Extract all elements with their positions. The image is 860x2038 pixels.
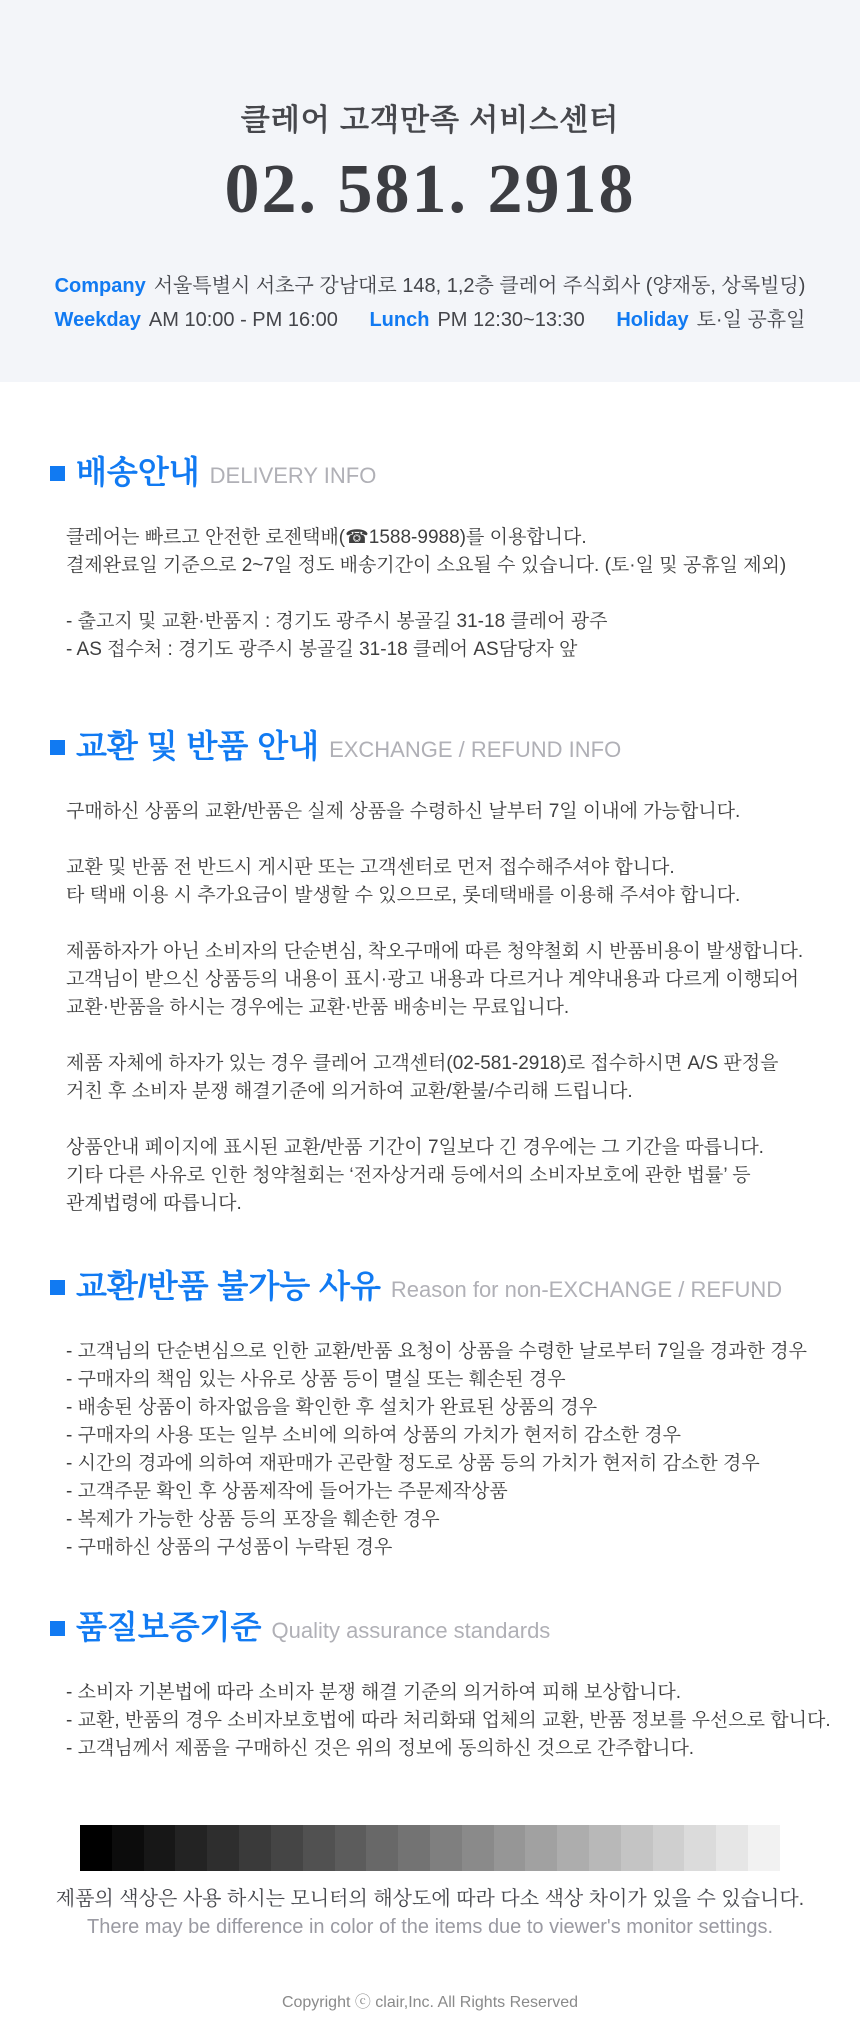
section-title-ko: 배송안내 [76, 454, 200, 490]
company-info-line [0, 269, 860, 303]
gradient-step [462, 1825, 494, 1871]
text-line: 타 택배 이용 시 추가요금이 발생할 수 있으므로, 롯데택배를 이용해 주셔야 합니다. [66, 885, 741, 906]
holiday-label: Holiday [616, 309, 689, 331]
color-difference-notice-ko: 제품의 색상은 사용 하시는 모니터의 해상도에 따라 다소 색상 차이가 있을 수 있습니다. [55, 1888, 805, 1910]
gradient-step [748, 1825, 780, 1871]
gradient-step [494, 1825, 526, 1871]
gradient-step [589, 1825, 621, 1871]
section-heading [50, 452, 850, 496]
service-center-phone-number: 02. 581. 2918 [224, 151, 636, 228]
text-line: 결제완료일 기준으로 2~7일 정도 배송기간이 소요될 수 있습니다. (토·일 및 공휴일 제외) [66, 555, 787, 576]
section-title-en: Reason for non-EXCHANGE / REFUND [390, 1277, 783, 1302]
section-title-ko: 교환/반품 불가능 사유 [76, 1268, 381, 1304]
section-title-ko: 품질보증기준 [76, 1609, 262, 1645]
copyright-text: Copyright ⓒ clair,Inc. All Rights Reserved [281, 1994, 579, 2011]
lunch-label: Lunch [369, 309, 430, 331]
lunch-hours: PM 12:30~13:30 [437, 309, 585, 331]
sections-container [0, 452, 860, 1763]
weekday-hours: AM 10:00 - PM 16:00 [148, 309, 338, 331]
section-title-en: DELIVERY INFO [209, 463, 377, 488]
info-section [0, 452, 860, 664]
text-line: 상품안내 페이지에 표시된 교환/반품 기간이 7일보다 긴 경우에는 그 기간을 따릅니다. [66, 1137, 764, 1158]
blue-square-icon [50, 1621, 65, 1636]
weekday-label: Weekday [54, 309, 141, 331]
text-line: 관계법령에 따릅니다. [66, 1193, 242, 1214]
section-body [50, 1679, 850, 1763]
gradient-step [271, 1825, 303, 1871]
section-body [50, 1338, 850, 1562]
blue-square-icon [50, 1280, 65, 1295]
section-title-en: Quality assurance standards [271, 1618, 551, 1643]
section-heading [50, 1607, 850, 1651]
text-line: 거친 후 소비자 분쟁 해결기준에 의거하여 교환/환불/수리해 드립니다. [66, 1081, 633, 1102]
text-line: - AS 접수처 : 경기도 광주시 봉골길 31-18 클레어 AS담당자 앞 [66, 639, 578, 660]
gradient-step [398, 1825, 430, 1871]
text-line: - 소비자 기본법에 따라 소비자 분쟁 해결 기준의 의거하여 피해 보상합니다. [66, 1682, 682, 1703]
gradient-step [557, 1825, 589, 1871]
gradient-step [621, 1825, 653, 1871]
hours-info-line [0, 303, 860, 337]
company-label: Company [54, 275, 146, 297]
blue-square-icon [50, 466, 65, 481]
text-line: - 구매하신 상품의 구성품이 누락된 경우 [66, 1537, 393, 1558]
color-difference-notice-en: There may be difference in color of the items due to viewer's monitor settings. [87, 1916, 773, 1938]
text-line: - 고객님의 단순변심으로 인한 교환/반품 요청이 상품을 수령한 날로부터 7일을 경과한 경우 [66, 1341, 807, 1362]
gradient-step [112, 1825, 144, 1871]
gradient-step [653, 1825, 685, 1871]
service-center-title: 클레어 고객만족 서비스센터 [240, 104, 620, 137]
text-line: 고객님이 받으신 상품등의 내용이 표시·광고 내용과 다르거나 계약내용과 다르게 이행되어 [66, 969, 799, 990]
text-line: - 고객주문 확인 후 상품제작에 들어가는 주문제작상품 [66, 1481, 508, 1502]
text-line: - 시간의 경과에 의하여 재판매가 곤란할 정도로 상품 등의 가치가 현저히 감소한 경우 [66, 1453, 760, 1474]
text-line: 교환·반품을 하시는 경우에는 교환·반품 배송비는 무료입니다. [66, 997, 570, 1018]
text-line: - 복제가 가능한 상품 등의 포장을 훼손한 경우 [66, 1509, 440, 1530]
section-title-en: EXCHANGE / REFUND INFO [329, 737, 622, 762]
text-line: - 교환, 반품의 경우 소비자보호법에 따라 처리화돼 업체의 교환, 반품 정보를 우선으로 합니다. [66, 1710, 831, 1731]
info-content [0, 452, 860, 2038]
text-line: 기타 다른 사유로 인한 청약철회는 ‘전자상거래 등에서의 소비자보호에 관한 법률’ 등 [66, 1165, 751, 1186]
info-section [0, 726, 860, 1218]
section-heading [50, 726, 850, 770]
gradient-step [239, 1825, 271, 1871]
text-line: - 배송된 상품이 하자없음을 확인한 후 설치가 완료된 상품의 경우 [66, 1397, 598, 1418]
text-line [66, 1106, 850, 1134]
gradient-step [303, 1825, 335, 1871]
info-section [0, 1607, 860, 1763]
text-line [66, 826, 850, 854]
gradient-step [525, 1825, 557, 1871]
service-center-header [0, 0, 860, 382]
grayscale-gradient-bar [80, 1825, 780, 1871]
section-body [50, 798, 850, 1218]
gradient-step [144, 1825, 176, 1871]
gradient-step [430, 1825, 462, 1871]
section-body [50, 524, 850, 664]
text-line: 제품하자가 아닌 소비자의 단순변심, 착오구매에 따른 청약철회 시 반품비용이 발생합니다. [66, 941, 804, 962]
section-heading [50, 1266, 850, 1310]
text-line: 클레어는 빠르고 안전한 로젠택배(☎1588-9988)를 이용합니다. [66, 527, 587, 548]
text-line [66, 910, 850, 938]
blue-square-icon [50, 740, 65, 755]
text-line: 제품 자체에 하자가 있는 경우 클레어 고객센터(02-581-2918)로 접수하시면 A/S 판정을 [66, 1053, 779, 1074]
gradient-step [175, 1825, 207, 1871]
text-line: 교환 및 반품 전 반드시 게시판 또는 고객센터로 먼저 접수해주셔야 합니다. [66, 857, 675, 878]
text-line [66, 1022, 850, 1050]
gradient-step [80, 1825, 112, 1871]
holiday-value: 토·일 공휴일 [696, 309, 806, 331]
company-address: 서울특별시 서초구 강남대로 148, 1,2층 클레어 주식회사 (양재동, 상록빌딩) [153, 275, 806, 297]
text-line: - 구매자의 사용 또는 일부 소비에 의하여 상품의 가치가 현저히 감소한 경우 [66, 1425, 682, 1446]
text-line: - 고객님께서 제품을 구매하신 것은 위의 정보에 동의하신 것으로 간주합니다. [66, 1738, 695, 1759]
text-line: - 구매자의 책임 있는 사유로 상품 등이 멸실 또는 훼손된 경우 [66, 1369, 566, 1390]
gradient-step [335, 1825, 367, 1871]
section-title-ko: 교환 및 반품 안내 [76, 728, 320, 764]
text-line: 구매하신 상품의 교환/반품은 실제 상품을 수령하신 날부터 7일 이내에 가능합니다. [66, 801, 741, 822]
text-line [66, 580, 850, 608]
gradient-step [716, 1825, 748, 1871]
gradient-step [684, 1825, 716, 1871]
gradient-step [366, 1825, 398, 1871]
gradient-step [207, 1825, 239, 1871]
info-section [0, 1266, 860, 1562]
text-line: - 출고지 및 교환·반품지 : 경기도 광주시 봉골길 31-18 클레어 광주 [66, 611, 608, 632]
